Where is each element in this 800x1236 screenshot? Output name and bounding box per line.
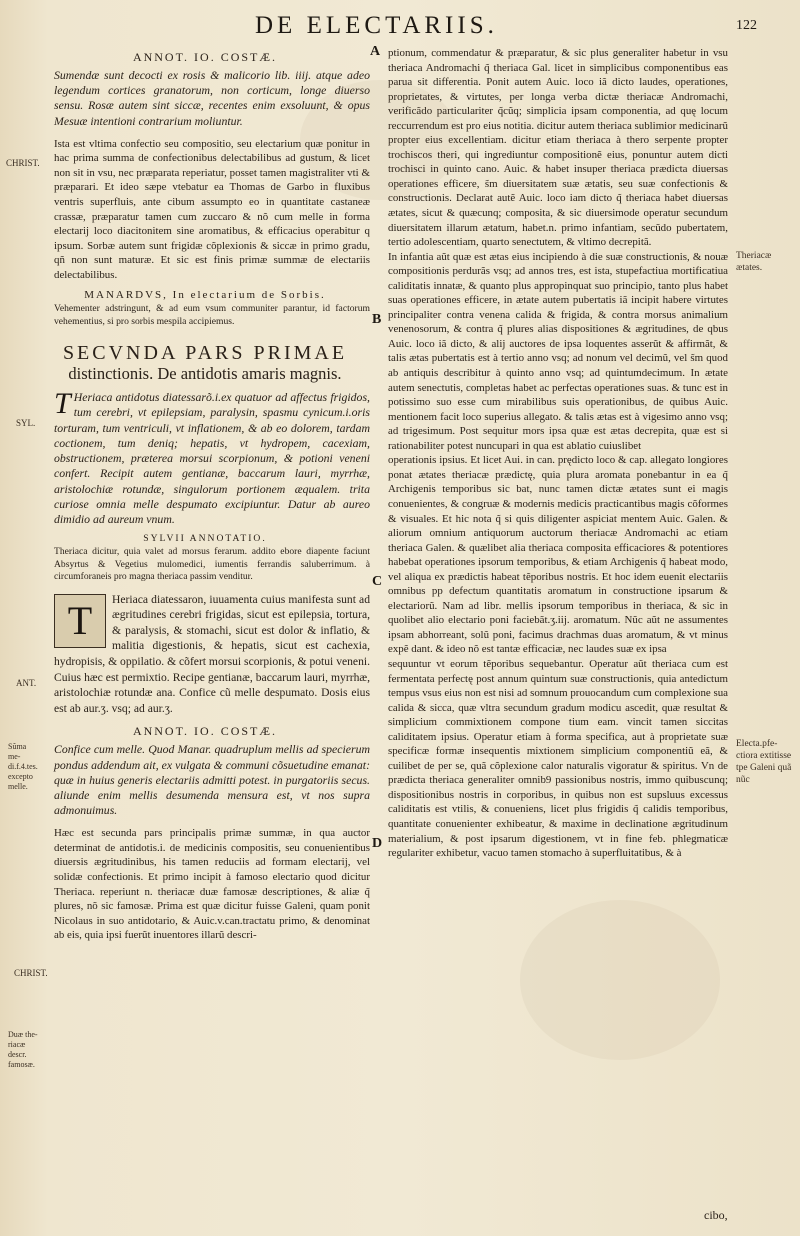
ant-paragraph [40,592,370,717]
manardus-heading: MANARDVS, In electarium de Sorbis. [84,289,326,302]
annotation-text-costa-2: Confice cum melle. Quod Manar. quadruplum mellis ad specierum pondus addendum ait, ex vulgata & communi cõsuetudine emanat: quæ in huius generis electariis admitti potest. in purgatoriis secus. aliunde enim mellis desumenda mensura est, vt nos supra admonuimus. [54,742,370,818]
annotation-heading-costa-1: ANNOT. IO. COSTÆ. [132,50,278,64]
margin-note-electa: Electa.pfe-ctiora extitisse tpe Galeni quã nũc [736,739,792,785]
decorated-initial [54,594,106,648]
christ-paragraph-2: Hæc est secunda pars principalis primæ summæ, in qua auctor determinat de antidotis.i. de medicinis compositis, seu conuenientibus diuersis ægritudinibus, his tamen reduciis ad formam electarij, vel solidæ confectionis. Et primo incipit à famoso electario quod dicitur Theriaca. reperiunt n. theriacæ duæ famosæ descriptiones, & aliæ q̃ plures, nõ sic famosæ. Prima est quæ dicitur fuisse Galeni, quam ponit Nicolaus in suo antidotario, & Auic.v.can.tractatu primo, & denominat ab eis, quia ipsi fuerũt inuentores illarũ descri- [54,827,370,942]
margin-note-syl: SYL. [16,418,36,428]
margin-note-theriacae-aetates: Theriacæ ætates. [736,251,772,273]
ant-paragraph-text: Heriaca diatessaron, iuuamenta cuius manifesta sunt ad ægritudines cerebri frigidas, sicut est epilepsia, tortura, & paralysis, & stomachi, sicut est dolor & inflatio, & malitia digestionis, & hepatis, sicut est cachexia, hydropisis, & oppilatio. & cõfert morsui scorpionis, & potui veneni. Cuius hæc est permixtio. Recipe gentianæ, baccarum lauri, myrrhæ, aristolochiæ rotundæ ana. Confice cũ melle despumato. Dosis eius est ab aur.ʒ. vsq; ad aur.ʒ. [54,592,370,715]
christ-paragraph: Ista est vltima confectio seu compositio, seu electarium quæ ponitur in hac prima summa de confectionibus delectabilibus ad gustum, & licet non sit in vsu, nec præparata reperiatur, posset tamen magistraliter vti & præparari. Et ideo sæpe vtebatur ea Thomas de Garbo in fluxibus ventris superfluis, ante cibum assumpto eo in quantitate castaneæ crassæ, præparatur tamen cum zuccaro & nõ cum melle in forma electarij loco diacitonitem sine aromatibus, & efficacius operabitur q ipsum. Sorbæ autem sunt frigidæ cõplexionis & siccæ in primo gradu, qñ non sunt maturæ. Et sic est finis primæ summæ de electariis delectabilibus. [54,137,370,281]
right-paragraph-c: operationis ipsius. Et licet Aui. in can. prędicto loco & cap. allegato longiores ponat ætates theriacæ prædictę, quia plura aromata ponebantur in ea q̃ Archigenis temporibus sic bat, nunc tamen dictæ ætates sunt ei magis conuenientes, & congruæ & modernis medicis practicantibus magis cõformes & visuales. Et hic nota q̃ si quis diligenter aspiciat mentem Auic. Galen. & aliorum omnium antiquorum auctorum theriacæ Andromachi ac etiam theriaca Galen. & quælibet alia theriaca composita efficaciores & potentiores habebat operationes ipsorum temporibus, & etiam Archigenis q̃ habeat modo, vel aliqua ex prædictis habeat tẽporibus nostris. Et hoc idem euenit electariis omnibus pp defectum quantitatis aromatum in constructione ipsarum & electariorũ. Nam ad libr. mellis ipsorum temporibus in theriaca, & sic in quolibet alio electario poni faciebãt.ʒ.iij. aromatum. Nũc aũt ne assumentes ipsam abhorreant, solũ poni, facimus drachmas duas aromatum, & vt minus expẽ dant. & ideo nõ est tantæ efficaciæ, nec laudes suæ ex ipsa [388,454,728,656]
running-head: DE ELECTARIIS. [255,12,498,39]
right-paragraph-a: ptionum, commendatur & præparatur, & sic plus generaliter habetur in vsu theriaca Andromachi q̃ theriaca Gal. licet in simplicibus componentibus eas parua sit differentia. Ponit autem Auic. loco iã dicto laudes, operationes, proprietates, & virtutes, per longa verba dictæ theriacæ Andromachi, verificãdo particulariter q̃cũq; simplicia ipsam componentia, ad quę locum reccurrendum est pro eius notitia. dicitur autem theriaca sublimior medicinarũ propter eius excellentiam. dicitur etiam theriaca à thero serpente propter trochiscos theri, qui ingrediuntur compositionẽ eius, ponuntur autem dicti trochisci in quinto cano. Auic. & habet insuper theriaca prædicta diuersas operationes efficere, s̃m diuersitatem suæ ætatis, seu suæ confectionis & constructionis. Declarat autẽ Auic. loco iam dicto q̃ theriaca habet diuersas ætates, sicut & quæcunq; composita, & sic diuersimode operatur secundum diuersitatem illarum ætatum, habet.n. primo infantiam, secũdo pubertatem, tertio adolescentiam, quarto senectutem, & vltimo decrepitã. [388,47,728,249]
margin-note-christ-2: CHRIST. [14,968,48,978]
margin-note-ant: ANT. [16,678,37,688]
theriaca-definition-text: Heriaca antidotus diatessarõ.i.ex quatuor ad affectus frigidos, tum cerebri, vt epilepsiam, paralysin, spasmu cynicum.i.oris torturam, tum ventriculi, vt inflationem, & ab eo dolorem, tardam coctionem, tum deniq; hepatis, vt hydropem, cacexiam, obstructionem, præterea morsui scorpionum, & potioni veneni confert. Recipit autem gentianæ, baccarum lauri, myrrhæ, aristolochiæ rotundæ, singulorum portionem æqualem. trita curiose omnia melle despumato excipiuntur. Datur ab aureo dimidio ad aureum vnum. [54,390,370,526]
annotation-heading-costa-2: ANNOT. IO. COSTÆ. [132,724,278,739]
section-marker-d: D [372,836,383,851]
right-paragraph-d: sequuntur vt eorum tẽporibus sequebantur. Operatur aũt theriaca cum est fermentata perfectę post annum quintum suæ constructionis, quia antedictum tempus vsus eius non est nisi ad somnum prouocandum cum complexione sua calida & sicca, quæ vltra secundum gradum modicu ascedit, quæ resultat & simplicium commixtionem compone tium eam. vincit tamen siccitas caliditatem ipsius. Operatur etiam à forma specifica, aut à proprietate suæ specificæ formæ insequentis mixtionem simplicium componentiũ eã, & cuilibet de per se, quã cõplexione calor naturalis vigoratur & spiritus. Vn de prædicta theriaca generaliter omnib9 passionibus nostris, immo quibuscunq; dispositionibus nostris in corporibus, in quibus non est supsluus excessus caliditatis est vtilis, & conueniens, licet plus frigidis q̃ calidis temporibus, quantitate conuenienter exhibeatur, & maxime in declinatione ægritudinum materialium, & post ipsarum digestionem, vt in fine feb. phlegmaticæ regulariter exhibetur, vacuo tamen stomacho à superfluitatibus, & à [388,657,728,860]
section-marker-c: C [372,574,383,589]
margin-note-christ: CHRIST. [6,158,40,168]
paper-stain [520,900,720,1060]
right-paragraph-b: In infantia aũt quæ est ætas eius incipiendo à die suæ constructionis, & nouæ compositionis perdurãs vsq; ad annos tres, est ista, stupefactiua mortificatiua caliditatis innatæ, & quanto plus appropinquat suo principio, tanto plus habet suas operationes efficere, in ætate autem pubertatis iã incipit habere virtutes principaliter contra venena calida & frigida, & contra morsus animalium venenosorum, & contra q̃ plures alias dispositiones & ægritudines, de qbus Auic. loco iã dicto, & alij auctores de ipsa loquentes asserũt & affirmãt, & talis ætas pubertatis est à tertio anno vsq; ad nonum vel decimũ, vel s̃m quod ab antiquis describitur à quinto anno vsq; ad quintumdecimum. In ætate autem senectutis, completas habet ac perfectas operationes suas. & tunc est in potissimo suo esse cum mirabilibus suis operationibus, de quibus Auic. mentionem facit loco superius allegato. & talis ætas est à vigesimo anno vsq; ad trigesimum. Post sequitur mors ipsa quæ est ætas decrepita, quæ est si rationabiliter potest nuncupari in qua est ablatio cuiuslibet [388,250,728,452]
section-marker-b: B [372,312,382,327]
section-marker-a: A [370,44,381,59]
section-subtitle: distinctionis. De antidotis amaris magnis. [68,364,342,384]
paper-stain [300,80,460,200]
theriaca-drop-cap: T [54,387,71,421]
manardus-text: Vehementer adstringunt, & ad eum vsum communiter parantur, id factorum vehementius, si pro sorbis mespila accipiemus. [54,303,370,327]
catchword: cibo, [704,1208,728,1222]
sylvius-heading: SYLVII ANNOTATIO. [143,533,267,545]
annotation-text-costa-1: Sumendæ sunt decocti ex rosis & malicorio lib. iiij. atque adeo legendum cortices granatorum, non corticum, longe diuerso sensu. Rosæ autem sint siccæ, recentes enim exsoluunt, & opus Mesuæ intentioni contrarium moliuntur. [54,68,370,128]
sylvius-text: Theriaca dicitur, quia valet ad morsus ferarum. addito ebore diapente faciunt Absyrtus & Vegetius mulomedici, iumentis ferrandis saluberrimum. à circumforaneis pro magna theriaca passim venditur. [54,546,370,583]
margin-note-duae: Duæ the-riacæ descr. famosæ. [8,1030,38,1069]
decorated-initial-letter: T [67,597,93,643]
theriaca-definition [40,387,370,527]
section-title: SECVNDA PARS PRIMAE [62,342,348,365]
page-header [0,12,800,42]
margin-note-summa: Sũma me-di.f.4.tes. excepto melle. [8,742,38,791]
page-number: 122 [736,18,757,33]
